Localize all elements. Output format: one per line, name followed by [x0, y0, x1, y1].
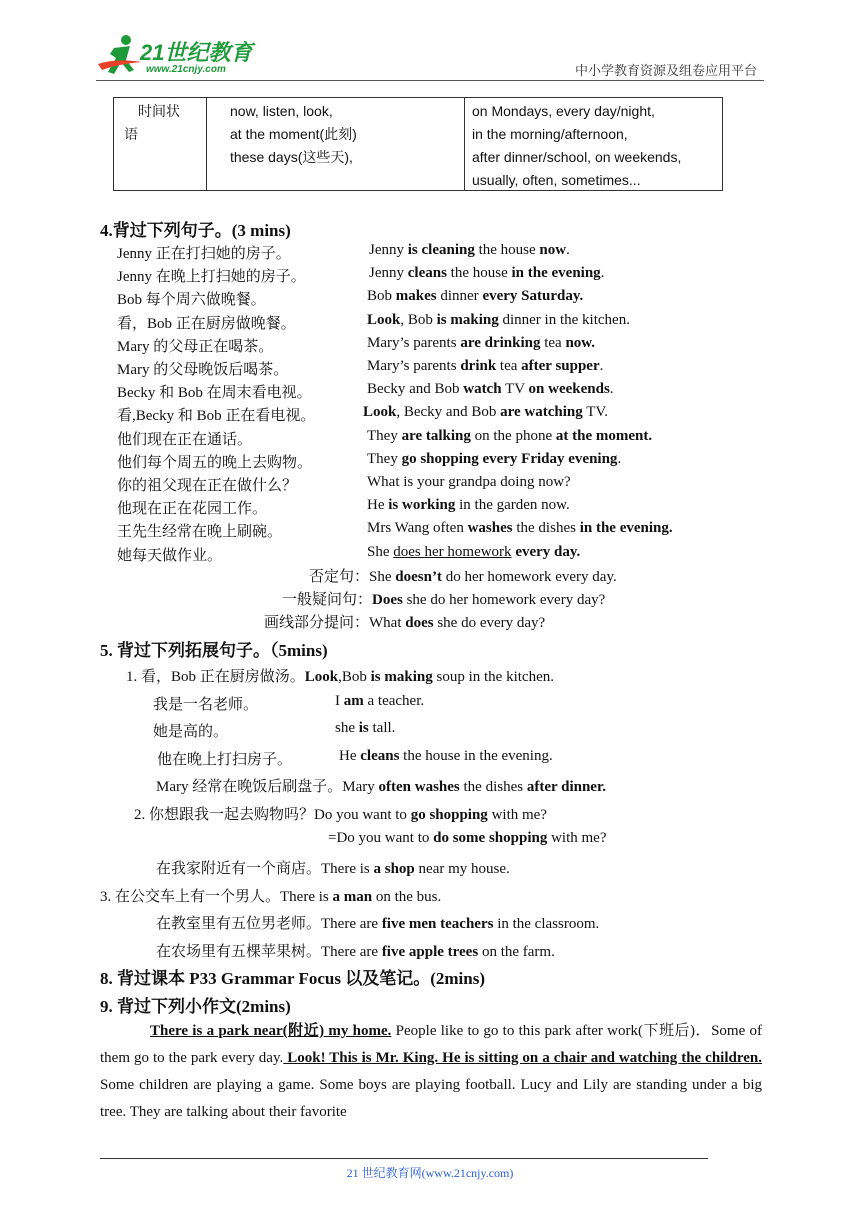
cn: 在我家附近有一个商店。	[156, 861, 322, 877]
text-bold: in the evening.	[579, 520, 673, 536]
text: They	[367, 451, 402, 467]
footer-text: 21 世纪教育网(www.21cnjy.com)	[346, 1166, 514, 1180]
sentence-cn: 她每天做作业。	[117, 548, 223, 564]
table-label-line1: 时间状	[138, 103, 180, 119]
cn: 2. 你想跟我一起去购物吗？	[134, 807, 315, 823]
text: Mrs Wang often	[367, 520, 468, 536]
footer-divider	[100, 1158, 708, 1159]
text: , Becky and Bob	[396, 404, 501, 420]
sentence-en	[369, 265, 604, 282]
text-bold: is making	[370, 669, 433, 685]
text: on the bus.	[372, 889, 442, 905]
sentence-cn: 看,Becky 和 Bob 正在看电视。	[117, 408, 316, 424]
sentence-en	[367, 335, 595, 352]
text: Mary’s parents	[367, 358, 461, 374]
text: tea	[540, 335, 566, 351]
item-1-cn: 1. 看，Bob 正在厨房做汤。	[126, 669, 305, 685]
text: soup in the kitchen.	[432, 669, 554, 685]
text: she do every day?	[433, 615, 546, 631]
text-bold: is working	[388, 497, 456, 513]
text: =Do you want to	[328, 830, 434, 846]
highlight-sentence: Look! This is Mr. King. He is sitting on a chair and watching the children.	[283, 1050, 762, 1066]
text: He	[367, 497, 389, 513]
text: What is your grandpa doing now?	[367, 474, 571, 490]
text: They	[367, 428, 402, 444]
text-bold: five apple trees	[381, 944, 479, 960]
text: in the classroom.	[493, 916, 600, 932]
table-cell-line: after dinner/school, on weekends,	[472, 149, 682, 165]
question-sentence	[282, 588, 605, 609]
table-cell-line: at the moment(此刻)	[230, 126, 357, 142]
sentence-en	[367, 520, 673, 537]
text: dinner in the kitchen.	[498, 312, 630, 328]
text: on the farm.	[478, 944, 555, 960]
sentence-cn: Mary 的父母晚饭后喝茶。	[117, 362, 289, 378]
text: she do her homework every day?	[402, 592, 606, 608]
text: TV	[501, 381, 529, 397]
text: There are	[321, 944, 382, 960]
section-5-heading: 5. 背过下列拓展句子。（5mins)	[100, 641, 328, 660]
text-bold: do some shopping	[433, 830, 548, 846]
sentence-cn: 王先生经常在晚上刷碗。	[117, 524, 283, 540]
text-bold: in the evening	[511, 265, 601, 281]
text: There are	[321, 916, 382, 932]
item-2-shop	[156, 857, 510, 878]
example-en	[335, 693, 424, 710]
brand-name: 21世纪教育	[140, 40, 253, 65]
text: .	[600, 265, 605, 281]
example-cn: 她是高的。	[153, 724, 229, 740]
sentence-cn: 他们现在正在通话。	[117, 432, 253, 448]
text-bold: five men teachers	[381, 916, 494, 932]
runner-logo-icon	[96, 34, 146, 78]
text: What	[369, 615, 406, 631]
logo	[96, 34, 266, 82]
item-1-last	[156, 775, 606, 796]
text: do her homework every day.	[441, 569, 617, 585]
text: on the phone	[470, 428, 556, 444]
text: the dishes	[459, 779, 527, 795]
sentence-cn: Becky 和 Bob 在周末看电视。	[117, 385, 312, 401]
text-bold: are watching	[500, 404, 583, 420]
wh-question-sentence	[264, 611, 545, 632]
text: the house	[474, 242, 540, 258]
example-sentence	[156, 912, 599, 933]
negative-label: 否定句：	[309, 569, 370, 585]
text: Mary	[342, 779, 379, 795]
table-label-line2: 语	[124, 126, 138, 142]
header-divider	[96, 80, 764, 81]
text: Bob	[367, 288, 396, 304]
sentence-en	[367, 451, 621, 468]
text-bold: go shopping	[410, 807, 488, 823]
sentence-en	[367, 474, 571, 491]
text: with me?	[547, 830, 607, 846]
text: .	[609, 381, 614, 397]
platform-title: 中小学教育资源及组卷应用平台	[575, 63, 758, 78]
text-bold: is	[358, 720, 369, 736]
sentence-cn: 你的祖父现在正在做什么？	[117, 478, 298, 494]
sentence-en	[367, 428, 652, 445]
text-bold: often washes	[378, 779, 460, 795]
text-bold: cleans	[407, 265, 447, 281]
text-bold: after supper	[521, 358, 600, 374]
text: She	[369, 569, 396, 585]
sentence-cn: 看，Bob 正在厨房做晚餐。	[117, 316, 296, 332]
text-bold: every day.	[515, 544, 581, 560]
composition-paragraph	[100, 1018, 762, 1126]
text-bold: does	[405, 615, 434, 631]
text: Jenny	[369, 242, 408, 258]
text: She	[367, 544, 394, 560]
sentence-cn: Jenny 在晚上打扫她的房子。	[117, 269, 306, 285]
text: tall.	[368, 720, 396, 736]
sentence-en	[369, 242, 570, 259]
text: Mary’s parents	[367, 335, 461, 351]
text: the house in the evening.	[399, 748, 553, 764]
sentence-en	[367, 312, 630, 329]
text-bold: Look	[363, 404, 397, 420]
highlight-sentence: There is a park near(附近) my home.	[150, 1023, 392, 1039]
item-3	[100, 885, 441, 906]
example-cn: 他在晚上打扫房子。	[157, 752, 293, 768]
section-4-heading: 4.背过下列句子。(3 mins)	[100, 221, 291, 240]
text: , Bob	[400, 312, 437, 328]
text-bold: doesn’t	[395, 569, 442, 585]
example-en	[339, 748, 553, 765]
table-cell-line: now, listen, look,	[230, 103, 333, 119]
text: Becky and Bob	[367, 381, 464, 397]
text-bold: watch	[463, 381, 502, 397]
text: a teacher.	[363, 693, 425, 709]
text: Some children are playing a game. Some boys are playing football. Lucy and Lily are standing under a big tree. They are talking about their favorite	[100, 1077, 762, 1120]
example-sentence	[156, 940, 555, 961]
question-label: 一般疑问句：	[282, 592, 373, 608]
text: tea	[496, 358, 522, 374]
text: There is	[280, 889, 333, 905]
text: .	[599, 358, 604, 374]
text: .	[566, 242, 570, 258]
text: 在农场里有五棵苹果树。	[156, 944, 322, 960]
text-bold: Look	[304, 669, 339, 685]
item-1	[126, 665, 554, 686]
table-cell-line: these days(这些天),	[230, 149, 353, 165]
text-bold: is cleaning	[407, 242, 475, 258]
text: TV.	[582, 404, 609, 420]
section-9-heading: 9. 背过下列小作文(2mins)	[100, 997, 291, 1016]
text: the house	[446, 265, 512, 281]
text: .	[617, 451, 622, 467]
text: He	[339, 748, 361, 764]
text-bold: now.	[565, 335, 596, 351]
sentence-cn: Jenny 正在打扫她的房子。	[117, 246, 291, 262]
cn: Mary 经常在晚饭后刷盘子。	[156, 779, 343, 795]
text-bold: after dinner.	[526, 779, 606, 795]
text: People like to go to this park after work(下班后)．Some of them go to the park every day.	[100, 1023, 762, 1066]
text-bold: on weekends	[528, 381, 610, 397]
text-bold: am	[343, 693, 364, 709]
text: near my house.	[414, 861, 510, 877]
text-bold: every Saturday.	[482, 288, 584, 304]
text: Jenny	[369, 265, 408, 281]
sentence-en	[363, 404, 608, 421]
text-bold: now	[539, 242, 567, 258]
table-label-cell	[114, 98, 207, 190]
text: Do you want to	[314, 807, 411, 823]
text-bold: at the moment.	[555, 428, 653, 444]
text-bold: Look	[367, 312, 401, 328]
text-bold: every Friday evening	[482, 451, 618, 467]
underlined-phrase: does her homework	[393, 544, 512, 560]
sentence-cn: Mary 的父母正在喝茶。	[117, 339, 274, 355]
table-present-continuous-cell	[206, 98, 465, 190]
brand-url: www.21cnjy.com	[146, 64, 226, 75]
text-bold: drink	[460, 358, 497, 374]
text: There is	[321, 861, 374, 877]
negative-sentence	[309, 565, 617, 586]
text-bold: a man	[332, 889, 373, 905]
text-bold: Does	[372, 592, 403, 608]
wh-label: 画线部分提问：	[264, 615, 370, 631]
text: the dishes	[512, 520, 580, 536]
text: she	[335, 720, 359, 736]
sentence-cn: 他们每个周五的晚上去购物。	[117, 455, 313, 471]
item-2	[134, 803, 547, 824]
text: 在教室里有五位男老师。	[156, 916, 322, 932]
text-bold: is making	[436, 312, 499, 328]
text-bold: are drinking	[460, 335, 541, 351]
table-cell-line: in the morning/afternoon,	[472, 126, 628, 142]
text-bold: a shop	[373, 861, 415, 877]
table-cell-line: on Mondays, every day/night,	[472, 103, 655, 119]
text: I	[335, 693, 344, 709]
sentence-cn: 他现在正在花园工作。	[117, 501, 268, 517]
text-bold: go shopping	[401, 451, 479, 467]
text-bold: cleans	[360, 748, 400, 764]
sentence-en	[367, 544, 580, 561]
section-8-heading: 8. 背过课本 P33 Grammar Focus 以及笔记。(2mins)	[100, 969, 485, 988]
text: with me?	[487, 807, 547, 823]
item-2-alt	[328, 830, 607, 847]
sentence-en	[367, 358, 603, 375]
text-bold: are talking	[401, 428, 471, 444]
example-cn: 我是一名老师。	[153, 697, 259, 713]
cn: 3. 在公交车上有一个男人。	[100, 889, 281, 905]
example-en	[335, 720, 395, 737]
text: in the garden now.	[455, 497, 570, 513]
text-bold: washes	[467, 520, 513, 536]
sentence-en	[367, 497, 570, 514]
sentence-cn: Bob 每个周六做晚餐。	[117, 292, 266, 308]
sentence-en	[367, 288, 583, 305]
sentence-en	[367, 381, 614, 398]
text: dinner	[436, 288, 483, 304]
text-bold: makes	[395, 288, 437, 304]
adverbial-table	[113, 97, 723, 191]
text: ,Bob	[338, 669, 371, 685]
table-cell-line: usually, often, sometimes...	[472, 172, 641, 188]
